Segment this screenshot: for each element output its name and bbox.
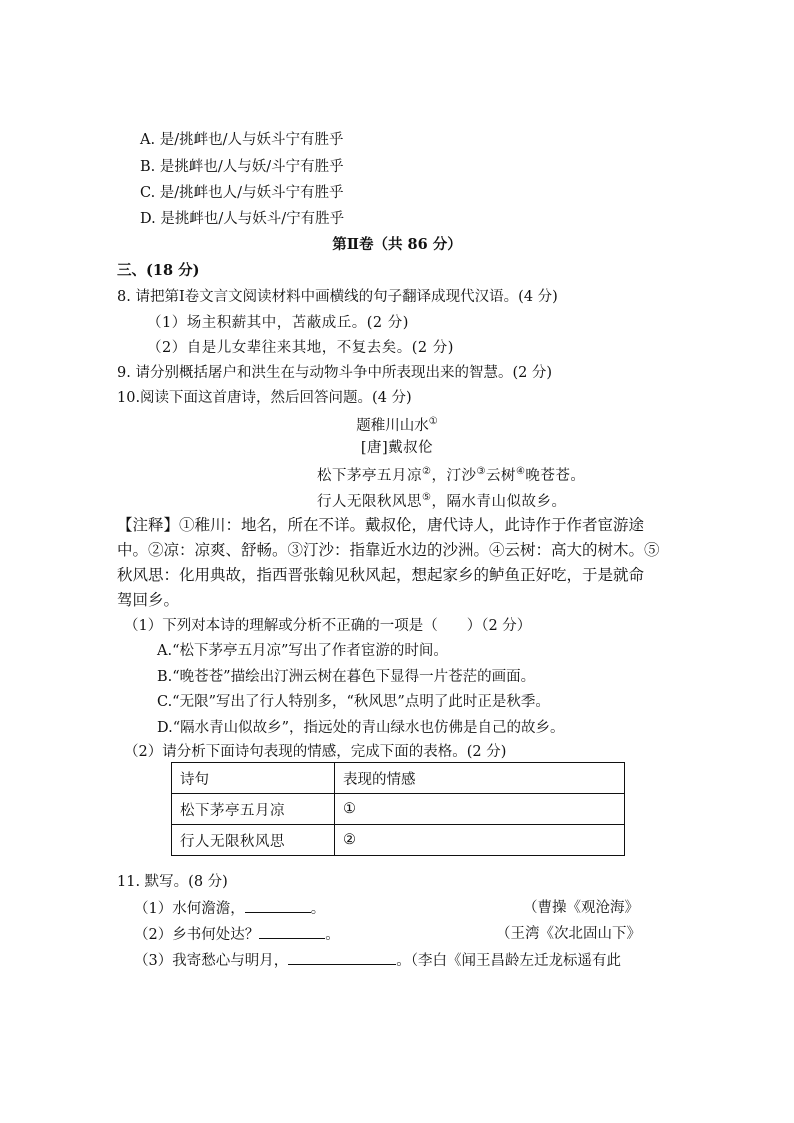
emotion-table: [171, 762, 625, 856]
answer-blank: [259, 924, 325, 939]
poem-author: [唐]戴叔伦: [360, 440, 434, 456]
table-header-cell: 诗句: [172, 763, 335, 794]
table-row: [172, 794, 625, 825]
note-marker: ③: [476, 466, 486, 477]
poem-text: 晚苍苍。: [525, 467, 586, 484]
poem-text: 松下茅亭五月凉: [317, 467, 422, 484]
q10-sub1-stem: （1）下列对本诗的理解或分析不正确的一项是（ ）（2 分）: [124, 618, 532, 634]
option-text: 是挑衅也/人与妖/斗宁有胜乎: [159, 159, 344, 175]
part3-heading: 三、(18 分): [117, 262, 200, 279]
q10-sub1-option-c: C.“无限”写出了行人特别多，“秋风思”点明了此时正是秋季。: [157, 694, 550, 710]
table-header-row: [172, 763, 625, 794]
poem-title-text: 题稚川山水: [356, 417, 429, 434]
item-text: 。: [325, 927, 340, 943]
q11-item-1-source: （曹操《观沧海》: [523, 900, 639, 916]
note-line: 中。②凉：凉爽、舒畅。③汀沙：指靠近水边的沙洲。④云树：高大的树木。⑤: [117, 541, 660, 559]
note-marker: ④: [515, 466, 526, 477]
item-text: （3）我寄愁心与明月，: [134, 953, 289, 969]
option-text: 是/挑衅也人/与妖斗宁有胜乎: [159, 185, 344, 201]
q10-sub2-stem: （2）请分析下面诗句表现的情感，完成下面的表格。(2 分): [124, 744, 507, 760]
q11-item-2: [134, 924, 340, 945]
option-letter: D.: [140, 211, 156, 227]
q10-sub1-option-d: D.“隔水青山似故乡”，指远处的青山绿水也仿佛是自己的故乡。: [157, 720, 565, 736]
q9-stem: 9. 请分别概括屠户和洪生在与动物斗争中所表现出来的智慧。(2 分): [117, 365, 553, 381]
note-line: 秋风思：化用典故，指西晋张翰见秋风起，想起家乡的鲈鱼正好吃，于是就命: [117, 566, 645, 584]
option-d: [140, 209, 344, 229]
item-text: 。: [310, 901, 326, 917]
option-text: 是挑衅也/人与妖斗/宁有胜乎: [160, 211, 345, 227]
q11-stem: 11. 默写。(8 分): [117, 874, 228, 890]
table-cell: 行人无限秋风思: [172, 825, 335, 856]
option-a: [140, 130, 343, 150]
poem-text: ，隔水青山似故乡。: [431, 493, 567, 510]
option-letter: C.: [140, 185, 156, 201]
poem-title: [0, 412, 794, 436]
table-cell: ①: [335, 794, 625, 825]
poem-text: 云树: [485, 467, 516, 484]
q11-item-3: [134, 950, 621, 971]
q11-item-2-source: （王湾《次北固山下》: [496, 926, 641, 942]
note-marker: ⑤: [422, 492, 432, 503]
item-text: 。（李白《闻王昌龄左迁龙标遥有此: [396, 953, 621, 969]
table-cell: 松下茅亭五月凉: [172, 794, 335, 825]
note-line: 驾回乡。: [117, 591, 180, 609]
option-letter: A.: [140, 132, 156, 148]
q10-sub1-option-b: B.“晚苍苍”描绘出汀洲云树在暮色下显得一片苍茫的画面。: [157, 669, 536, 685]
table-header-cell: 表现的情感: [335, 763, 625, 794]
q10-stem: 10.阅读下面这首唐诗，然后回答问题。(4 分): [117, 390, 412, 406]
table-row: [172, 825, 625, 856]
q8-sentence-2: （2）自是儿女辈往来其地，不复去矣。(2 分): [147, 340, 454, 356]
answer-blank: [288, 950, 396, 965]
item-text: （2）乡书何处达？: [134, 927, 260, 943]
option-c: [140, 183, 344, 203]
note-line: 【注释】①稚川：地名，所在不详。戴叔伦，唐代诗人，此诗作于作者宦游途: [117, 516, 645, 534]
note-marker: ②: [422, 466, 432, 477]
poem-text: ，汀沙: [431, 467, 477, 484]
option-b: [140, 157, 344, 177]
q8-stem: 8. 请把第Ⅰ卷文言文阅读材料中画横线的句子翻译成现代汉语。(4 分): [117, 289, 558, 305]
section-title: 第Ⅱ卷（共 86 分）: [332, 236, 462, 253]
poem-line-1: [317, 462, 585, 486]
note-marker: ①: [428, 416, 438, 427]
poem-line-2: [317, 488, 566, 512]
q10-sub1-option-a: A.“松下茅亭五月凉”写出了作者宦游的时间。: [157, 643, 448, 659]
item-text: （1）水何澹澹，: [134, 901, 245, 917]
table-cell: ②: [335, 825, 625, 856]
q8-sentence-1: （1）场主积薪其中，苫蔽成丘。(2 分): [147, 315, 409, 331]
q11-item-1: [134, 898, 325, 919]
option-letter: B.: [140, 159, 156, 175]
poem-text: 行人无限秋风思: [317, 493, 422, 510]
option-text: 是/挑衅也/人与妖斗宁有胜乎: [159, 132, 344, 148]
answer-blank: [245, 898, 311, 913]
